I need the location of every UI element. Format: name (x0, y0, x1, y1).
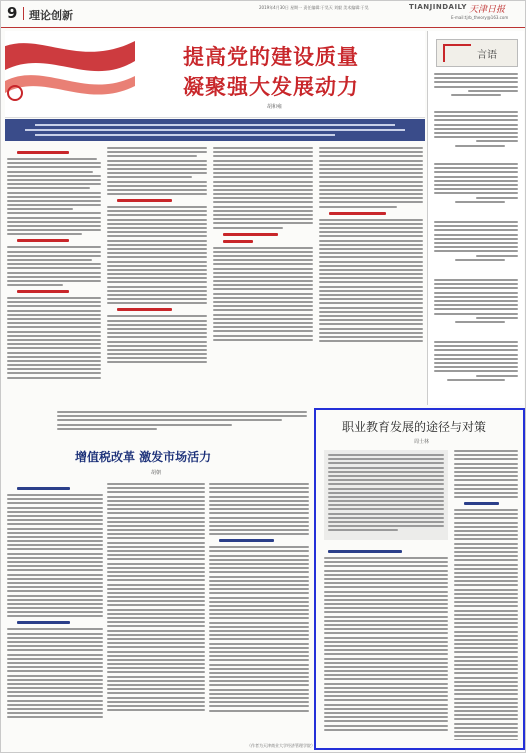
lower-article-lead (57, 411, 307, 432)
page-number: 9 (7, 4, 18, 22)
quote-mark-icon (443, 44, 471, 62)
masthead-logo: TIANJINDAILY (409, 3, 467, 11)
highlighted-article-column-left (324, 546, 448, 740)
lead-article-column-1 (7, 147, 101, 403)
masthead-divider (23, 7, 24, 20)
sidebar-header (436, 39, 518, 67)
lead-article-column-3 (213, 147, 313, 403)
sidebar-quote-4 (434, 221, 518, 263)
highlighted-article[interactable] (314, 408, 525, 750)
masthead-info: 2019年4月30日 星期一 责任编辑:于昊天 刘毅 美术编辑:于昊 (259, 5, 369, 10)
sidebar-column (427, 31, 524, 405)
highlighted-article-intro (324, 450, 448, 540)
lower-article-title: 增值税改革 激发市场活力 (75, 450, 212, 464)
sidebar-quote-5 (434, 279, 518, 325)
masthead (1, 1, 525, 28)
banner-title-line1: 提高党的建设质量 (183, 45, 359, 69)
lower-article-author: 胡朝 (151, 470, 162, 476)
paper-name: 天津日报 (469, 5, 506, 15)
lower-article-column-3 (209, 483, 309, 741)
highlighted-article-title: 职业教育发展的途径与对策 (342, 420, 487, 434)
highlighted-article-author: 周士林 (414, 439, 430, 445)
highlighted-article-column-right (454, 450, 518, 740)
lead-intro-bar (5, 119, 425, 141)
red-ribbon-graphic (5, 31, 135, 117)
lead-article-column-4 (319, 147, 423, 403)
lower-article-footnote: （作者为天津商业大学经济管理学院） (247, 743, 315, 748)
sidebar-quote-2 (434, 111, 518, 149)
banner-author: 胡和雍 (267, 104, 283, 110)
sidebar-quote-3 (434, 163, 518, 205)
masthead-email: E-mail:tjrb_theory@163.com (451, 15, 509, 20)
lead-article-column-2 (107, 147, 207, 403)
banner-title-line2: 凝聚强大发展动力 (183, 75, 359, 99)
lead-article-banner (5, 31, 425, 118)
sidebar-header-text: 言语 (477, 50, 497, 61)
lower-article-column-1 (7, 483, 103, 741)
lower-article-column-2 (107, 483, 205, 741)
sidebar-quote-1 (434, 73, 518, 98)
subheading-marker (17, 151, 69, 154)
sidebar-quote-6 (434, 341, 518, 383)
section-name: 理论创新 (29, 9, 73, 22)
